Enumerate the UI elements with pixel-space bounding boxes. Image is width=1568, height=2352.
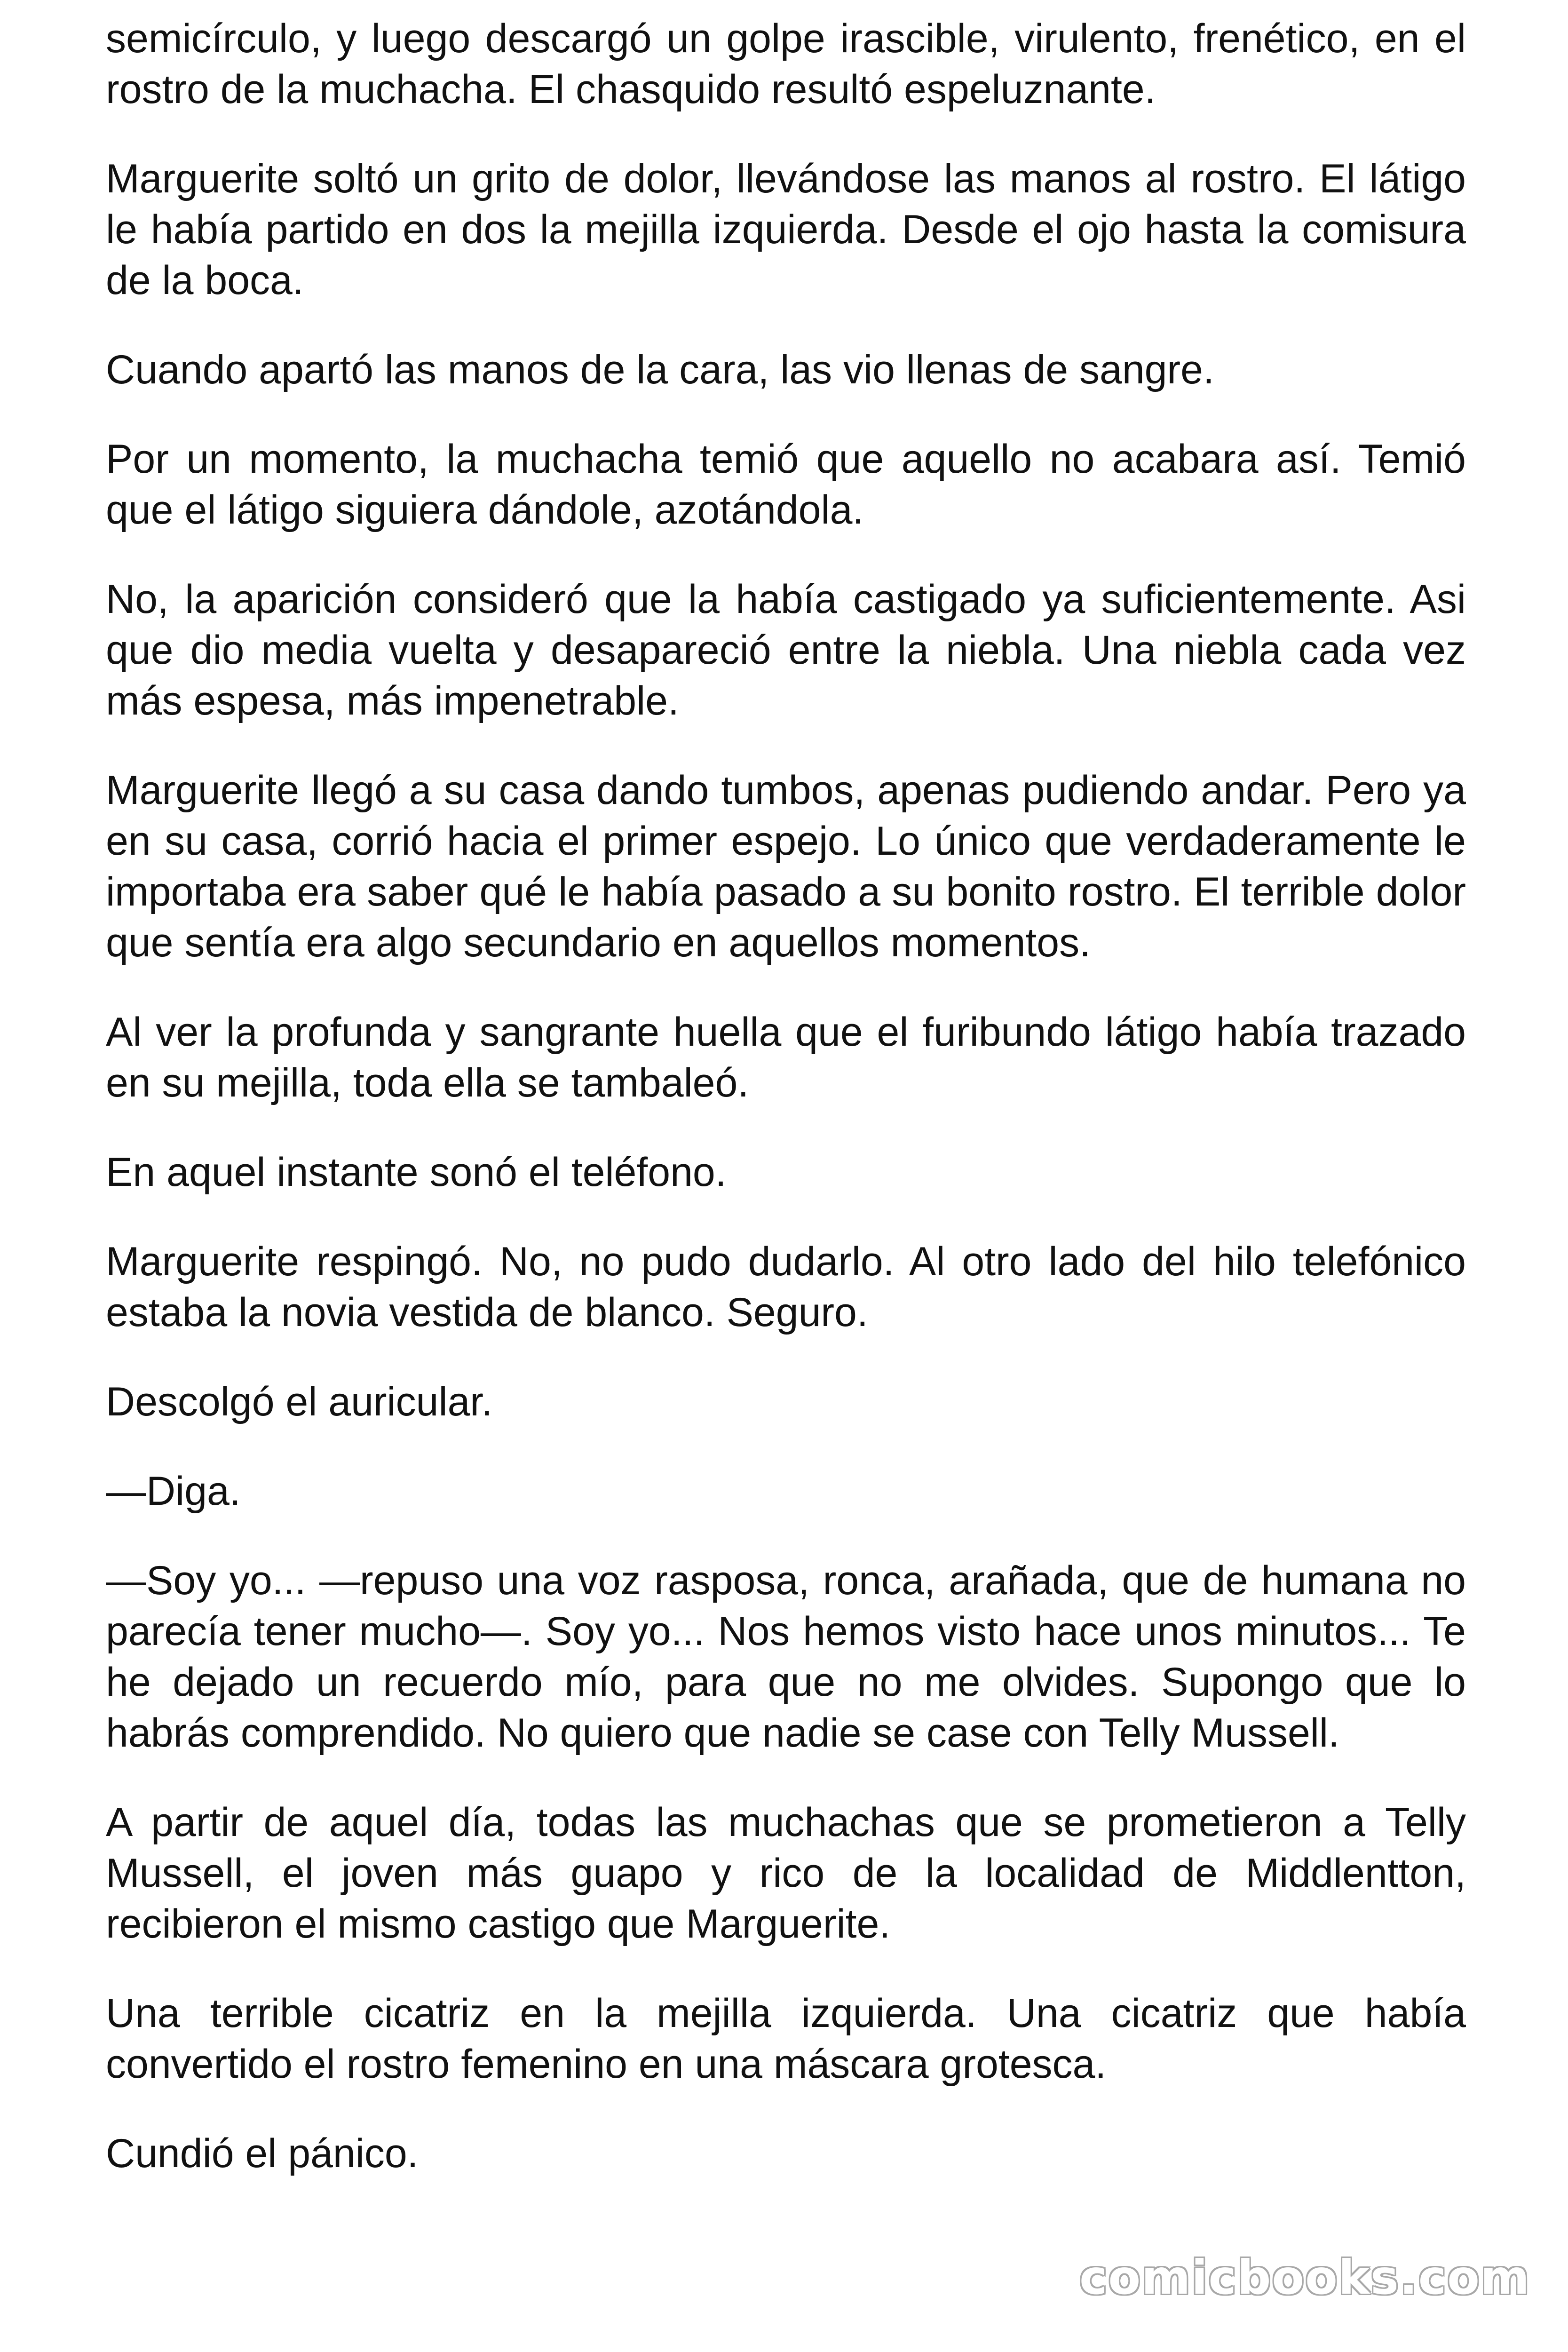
paragraph-5: No, la aparición consideró que la había castigado ya suficientemente. Asi que dio media vuelta y desapareció entre la niebla. Una niebla cada vez más espesa, más impenetrable. [106, 577, 1466, 723]
paragraph-1: semicírculo, y luego descargó un golpe irascible, virulento, frenético, en el rostro de la muchacha. El chasquido resultó espeluznante. [106, 16, 1466, 112]
document-body [106, 13, 1466, 2179]
paragraph-12: —Soy yo... —repuso una voz rasposa, ronca, arañada, que de humana no parecía tener mucho—. Soy yo... Nos hemos visto hace unos minutos... Te he dejado un recuerdo mío, para que no me olvides. Supongo que lo habrás comprendido. No quiero que nadie se case con Telly Mussell. [106, 1558, 1466, 1756]
paragraph-6: Marguerite llegó a su casa dando tumbos, apenas pudiendo andar. Pero ya en su casa, corrió hacia el primer espejo. Lo único que verdaderamente le importaba era saber qué le había pasado a su bonito rostro. El terrible dolor que sentía era algo secundario en aquellos momentos. [106, 768, 1466, 965]
watermark: comicbooks.com [1079, 2250, 1530, 2305]
paragraph-11: —Diga. [106, 1469, 241, 1514]
paragraph-8: En aquel instante sonó el teléfono. [106, 1150, 727, 1195]
paragraph-13: A partir de aquel día, todas las muchachas que se prometieron a Telly Mussell, el joven más guapo y rico de la localidad de Middlentton, recibieron el mismo castigo que Marguerite. [106, 1800, 1466, 1947]
paragraph-7: Al ver la profunda y sangrante huella que el furibundo látigo había trazado en su mejilla, toda ella se tambaleó. [106, 1009, 1466, 1105]
paragraph-15: Cundió el pánico. [106, 2131, 419, 2176]
paragraph-9: Marguerite respingó. No, no pudo dudarlo. Al otro lado del hilo telefónico estaba la novia vestida de blanco. Seguro. [106, 1239, 1466, 1335]
paragraph-4: Por un momento, la muchacha temió que aquello no acabara así. Temió que el látigo siguiera dándole, azotándola. [106, 437, 1466, 532]
paragraph-3: Cuando apartó las manos de la cara, las vio llenas de sangre. [106, 347, 1214, 392]
paragraph-14: Una terrible cicatriz en la mejilla izquierda. Una cicatriz que había convertido el rostro femenino en una máscara grotesca. [106, 1991, 1466, 2087]
paragraph-2: Marguerite soltó un grito de dolor, llevándose las manos al rostro. El látigo le había partido en dos la mejilla izquierda. Desde el ojo hasta la comisura de la boca. [106, 156, 1466, 303]
paragraph-10: Descolgó el auricular. [106, 1379, 493, 1424]
